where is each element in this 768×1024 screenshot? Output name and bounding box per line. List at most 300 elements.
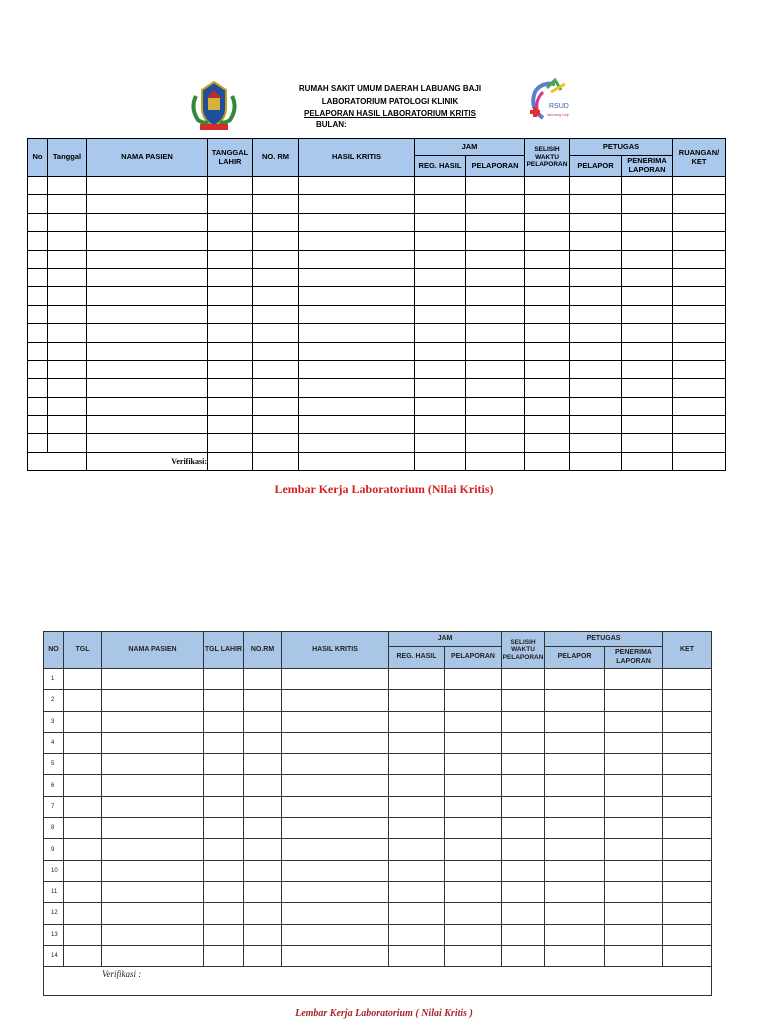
table-cell (204, 711, 244, 732)
table-cell (545, 945, 605, 966)
report-title: PELAPORAN HASIL LABORATORIUM KRITIS (303, 109, 476, 118)
table-cell (28, 232, 48, 250)
table-cell (466, 397, 525, 415)
col-nama-pasien: NAMA PASIEN (87, 139, 208, 177)
table-row (28, 360, 726, 378)
table-cell (253, 416, 299, 434)
table-cell (282, 669, 389, 690)
row-number: 5 (44, 754, 64, 775)
col-hasil-kritis: HASIL KRITIS (282, 632, 389, 669)
table-cell (605, 881, 663, 902)
table-cell (48, 268, 87, 286)
table-cell (445, 881, 502, 902)
table-row (28, 397, 726, 415)
table-cell (545, 818, 605, 839)
table-cell (87, 434, 208, 452)
table-cell (282, 775, 389, 796)
table-cell (570, 287, 622, 305)
table-cell (28, 177, 48, 195)
table-cell (673, 434, 726, 452)
table-cell (208, 305, 253, 323)
table-cell (389, 881, 445, 902)
table-cell (102, 711, 204, 732)
table-cell (605, 924, 663, 945)
table-cell (87, 360, 208, 378)
table-cell (282, 690, 389, 711)
col-no-rm: NO. RM (253, 139, 299, 177)
table-cell (282, 860, 389, 881)
table-cell (663, 732, 712, 753)
svg-text:RSUD: RSUD (549, 103, 569, 110)
table-cell (208, 360, 253, 378)
table-cell (415, 434, 466, 452)
table-row (28, 250, 726, 268)
verifikasi-label: Verifikasi: (87, 452, 208, 470)
table-cell (204, 775, 244, 796)
table-cell (502, 860, 545, 881)
table-cell (28, 379, 48, 397)
table-cell (389, 690, 445, 711)
table-cell (502, 839, 545, 860)
table-cell (663, 690, 712, 711)
table-row (44, 711, 712, 732)
table-cell (389, 818, 445, 839)
table-cell (204, 796, 244, 817)
table-cell (605, 839, 663, 860)
table-cell (204, 839, 244, 860)
table-cell (282, 818, 389, 839)
table-cell (502, 796, 545, 817)
table-cell (253, 287, 299, 305)
row-number: 1 (44, 669, 64, 690)
col-tgl: TGL (64, 632, 102, 669)
table-cell (208, 397, 253, 415)
table-row (44, 924, 712, 945)
table-cell (525, 397, 570, 415)
table-cell (415, 287, 466, 305)
table-row (28, 195, 726, 213)
table-cell (502, 775, 545, 796)
table-cell (299, 195, 415, 213)
table-cell (28, 195, 48, 213)
table-cell (389, 775, 445, 796)
table-cell (87, 287, 208, 305)
table-cell (282, 732, 389, 753)
hospital-name: RUMAH SAKIT UMUM DAERAH LABUANG BAJI (298, 84, 482, 93)
verif-cell-blank (28, 452, 87, 470)
table-cell (299, 287, 415, 305)
table-cell (525, 213, 570, 231)
table-cell (663, 711, 712, 732)
table-cell (525, 324, 570, 342)
table-row (44, 881, 712, 902)
table-cell (299, 434, 415, 452)
table-cell (244, 945, 282, 966)
table-cell (525, 195, 570, 213)
table-cell (102, 881, 204, 902)
col-tanggal-lahir: TANGGAL LAHIR (208, 139, 253, 177)
table-cell (663, 818, 712, 839)
table-cell (622, 416, 673, 434)
table-cell (673, 397, 726, 415)
table-row (28, 379, 726, 397)
table-cell (389, 754, 445, 775)
table-cell (525, 287, 570, 305)
table-cell (102, 945, 204, 966)
table-cell (208, 213, 253, 231)
table-cell (244, 690, 282, 711)
table-cell (605, 903, 663, 924)
table-cell (525, 342, 570, 360)
table-cell (525, 250, 570, 268)
table-cell (545, 775, 605, 796)
table-cell (502, 924, 545, 945)
table-cell (299, 360, 415, 378)
col-ket: KET (663, 632, 712, 669)
table-cell (208, 232, 253, 250)
table-cell (48, 397, 87, 415)
table-cell (102, 775, 204, 796)
table-cell (204, 903, 244, 924)
table-cell (102, 860, 204, 881)
table-cell (415, 324, 466, 342)
table-cell (570, 177, 622, 195)
table-cell (389, 839, 445, 860)
table-cell (466, 268, 525, 286)
table-cell (663, 860, 712, 881)
table-cell (570, 324, 622, 342)
col-no: No (28, 139, 48, 177)
table-cell (64, 775, 102, 796)
table-cell (64, 754, 102, 775)
table-cell (545, 881, 605, 902)
row-number: 7 (44, 796, 64, 817)
table-cell (244, 818, 282, 839)
table-cell (570, 268, 622, 286)
table-cell (87, 195, 208, 213)
table-cell (663, 945, 712, 966)
table-cell (244, 924, 282, 945)
row-number: 4 (44, 732, 64, 753)
table-cell (253, 213, 299, 231)
row-number: 13 (44, 924, 64, 945)
table-cell (673, 177, 726, 195)
table-cell (48, 324, 87, 342)
row-number: 3 (44, 711, 64, 732)
table-cell (502, 754, 545, 775)
table-cell (445, 732, 502, 753)
table-cell (605, 669, 663, 690)
table-cell (605, 775, 663, 796)
table-cell (28, 360, 48, 378)
col-pelapor: PELAPOR (570, 156, 622, 177)
table-cell (570, 213, 622, 231)
table-cell (466, 342, 525, 360)
table-cell (502, 881, 545, 902)
table-cell (466, 305, 525, 323)
table-cell (48, 379, 87, 397)
table-cell (622, 342, 673, 360)
table-cell (64, 839, 102, 860)
table-cell (64, 881, 102, 902)
caption-bottom: Lembar Kerja Laboratorium ( Nilai Kritis ) (295, 1008, 473, 1019)
table-cell (204, 860, 244, 881)
col-pelaporan: PELAPORAN (466, 156, 525, 177)
table-cell (282, 881, 389, 902)
table-cell (253, 195, 299, 213)
table-cell (102, 818, 204, 839)
table-cell (605, 945, 663, 966)
col-petugas: PETUGAS (545, 632, 663, 647)
table-cell (244, 711, 282, 732)
col-jam: JAM (389, 632, 502, 647)
table-cell (87, 177, 208, 195)
col-pelaporan: PELAPORAN (445, 647, 502, 669)
table-cell (204, 732, 244, 753)
table-cell (28, 324, 48, 342)
table-cell (299, 213, 415, 231)
table-cell (64, 690, 102, 711)
table-cell (208, 379, 253, 397)
svg-text:labuang baji: labuang baji (547, 112, 569, 117)
table-cell (28, 250, 48, 268)
table-cell (299, 379, 415, 397)
table-cell (102, 690, 204, 711)
table-cell (28, 268, 48, 286)
table-cell (282, 945, 389, 966)
table-row (44, 796, 712, 817)
table-cell (299, 250, 415, 268)
table-row (28, 177, 726, 195)
table-cell (208, 250, 253, 268)
table-cell (663, 924, 712, 945)
table-cell (570, 360, 622, 378)
table-cell (48, 342, 87, 360)
table-cell (253, 360, 299, 378)
table-cell (570, 379, 622, 397)
table-cell (445, 903, 502, 924)
table-cell (415, 250, 466, 268)
table-cell (673, 360, 726, 378)
table-cell (415, 213, 466, 231)
table-cell (253, 342, 299, 360)
table-cell (502, 711, 545, 732)
row-number: 12 (44, 903, 64, 924)
row-number: 14 (44, 945, 64, 966)
table-cell (525, 379, 570, 397)
table-cell (525, 416, 570, 434)
table-cell (299, 232, 415, 250)
table-row (28, 416, 726, 434)
table-cell (445, 860, 502, 881)
table-cell (28, 397, 48, 415)
table-cell (64, 669, 102, 690)
table-cell (102, 839, 204, 860)
table-cell (48, 416, 87, 434)
table-row (44, 775, 712, 796)
table-cell (673, 287, 726, 305)
table-cell (545, 924, 605, 945)
table-cell (622, 268, 673, 286)
table-cell (622, 397, 673, 415)
table-cell (466, 324, 525, 342)
table-cell (415, 232, 466, 250)
table-cell (244, 754, 282, 775)
table-cell (28, 287, 48, 305)
col-selisih: SELISIH WAKTU PELAPORAN (525, 139, 570, 177)
month-label: BULAN: (316, 120, 347, 129)
table-cell (244, 775, 282, 796)
verifikasi-label: Verifikasi : (44, 967, 712, 996)
table-cell (299, 397, 415, 415)
table-cell (64, 711, 102, 732)
table-cell (102, 754, 204, 775)
table-row (28, 213, 726, 231)
rsud-logo-icon (525, 78, 581, 128)
table-cell (445, 796, 502, 817)
table-cell (87, 324, 208, 342)
table-cell (673, 268, 726, 286)
table-cell (87, 416, 208, 434)
col-petugas: PETUGAS (570, 139, 673, 156)
table-cell (502, 818, 545, 839)
table-cell (28, 416, 48, 434)
table-cell (545, 860, 605, 881)
table-row (44, 669, 712, 690)
table-cell (445, 818, 502, 839)
table-cell (208, 195, 253, 213)
table-cell (102, 903, 204, 924)
table-cell (622, 250, 673, 268)
table-cell (64, 903, 102, 924)
table-row (44, 732, 712, 753)
table-cell (525, 360, 570, 378)
table-cell (545, 669, 605, 690)
table-cell (605, 860, 663, 881)
table-cell (570, 305, 622, 323)
table-cell (87, 305, 208, 323)
table-cell (87, 213, 208, 231)
table-row (28, 434, 726, 452)
table-cell (28, 213, 48, 231)
table-cell (282, 711, 389, 732)
table-cell (102, 732, 204, 753)
col-tanggal: Tanggal (48, 139, 87, 177)
table-cell (673, 342, 726, 360)
table-cell (570, 416, 622, 434)
table-cell (208, 416, 253, 434)
table-cell (570, 342, 622, 360)
provincial-emblem-icon (186, 78, 242, 134)
table-cell (48, 177, 87, 195)
table-cell (525, 434, 570, 452)
table-cell (253, 305, 299, 323)
table-cell (415, 416, 466, 434)
table-cell (415, 195, 466, 213)
table-row (44, 754, 712, 775)
table-cell (570, 232, 622, 250)
table-cell (622, 434, 673, 452)
table-cell (415, 305, 466, 323)
col-tgl-lahir: TGL LAHIR (204, 632, 244, 669)
table-cell (253, 434, 299, 452)
table-cell (622, 305, 673, 323)
table-cell (87, 379, 208, 397)
table-cell (87, 342, 208, 360)
table-cell (208, 177, 253, 195)
table-cell (253, 232, 299, 250)
table-cell (389, 924, 445, 945)
table-cell (673, 305, 726, 323)
table-cell (48, 305, 87, 323)
table-cell (502, 903, 545, 924)
table-cell (605, 754, 663, 775)
table-cell (299, 342, 415, 360)
table-cell (445, 669, 502, 690)
table-cell (445, 945, 502, 966)
table-cell (244, 839, 282, 860)
table-cell (415, 360, 466, 378)
table-cell (663, 881, 712, 902)
table-cell (204, 754, 244, 775)
table-cell (204, 924, 244, 945)
table-cell (445, 690, 502, 711)
table-cell (545, 839, 605, 860)
table-cell (253, 379, 299, 397)
table-cell (244, 903, 282, 924)
table-cell (622, 287, 673, 305)
table-cell (244, 669, 282, 690)
table-cell (673, 232, 726, 250)
table-cell (48, 195, 87, 213)
col-no: NO (44, 632, 64, 669)
table-cell (415, 342, 466, 360)
table-cell (299, 268, 415, 286)
table-cell (445, 754, 502, 775)
table-cell (673, 324, 726, 342)
table-row (28, 342, 726, 360)
table-cell (570, 195, 622, 213)
table-cell (545, 796, 605, 817)
table-cell (466, 177, 525, 195)
table-cell (204, 881, 244, 902)
table-cell (389, 945, 445, 966)
table-cell (605, 690, 663, 711)
table-cell (502, 669, 545, 690)
table-cell (48, 250, 87, 268)
scanned-critical-results-table (43, 631, 712, 996)
table-cell (299, 177, 415, 195)
table-cell (466, 287, 525, 305)
table-cell (525, 177, 570, 195)
table-cell (204, 818, 244, 839)
table-row (44, 690, 712, 711)
table-cell (525, 268, 570, 286)
table-cell (673, 250, 726, 268)
col-jam: JAM (415, 139, 525, 156)
table-cell (282, 754, 389, 775)
caption-top: Lembar Kerja Laboratorium (Nilai Kritis) (274, 482, 494, 496)
table-cell (102, 669, 204, 690)
row-number: 8 (44, 818, 64, 839)
table-cell (299, 324, 415, 342)
table-cell (389, 711, 445, 732)
table-cell (445, 775, 502, 796)
col-no-rm: NO.RM (244, 632, 282, 669)
table-cell (663, 754, 712, 775)
table-cell (282, 796, 389, 817)
table-cell (622, 324, 673, 342)
